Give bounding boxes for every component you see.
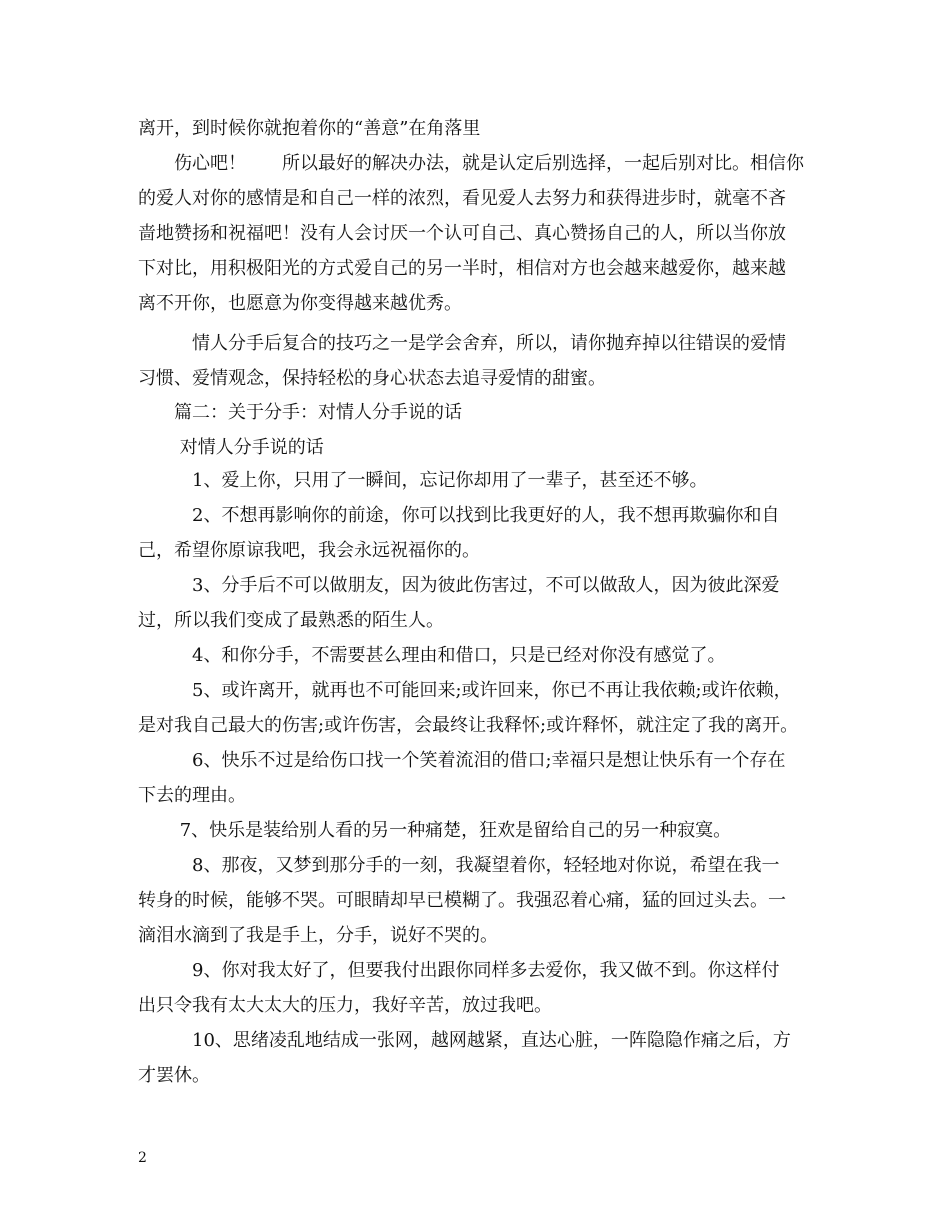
- list-item: 5、或许离开，就再也不可能回来;或许回来，你已不再让我依赖;或许依赖，: [138, 680, 792, 701]
- text-line: 情人分手后复合的技巧之一是学会舍弃，所以，请你抛弃掉以往错误的爱情: [138, 333, 786, 354]
- list-item-continuation: 才罢休。: [138, 1065, 210, 1086]
- list-item: 1、爱上你，只用了一瞬间，忘记你却用了一辈子，甚至还不够。: [138, 470, 708, 491]
- list-item: 2、不想再影响你的前途，你可以找到比我更好的人，我不想再欺骗你和自: [138, 505, 780, 526]
- list-item-continuation: 己，希望你原谅我吧，我会永远祝福你的。: [138, 540, 480, 561]
- list-item-continuation: 是对我自己最大的伤害;或许伤害，会最终让我释怀;或许释怀，就注定了我的离开。: [138, 715, 799, 736]
- list-item: 6、快乐不过是给伤口找一个笑着流泪的借口;幸福只是想让快乐有一个存在: [138, 750, 786, 771]
- list-item-continuation: 滴泪水滴到了我是手上，分手，说好不哭的。: [138, 925, 498, 946]
- list-item-continuation: 转身的时候，能够不哭。可眼睛却早已模糊了。我强忍着心痛，猛的回过头去。一: [138, 890, 786, 911]
- list-item-continuation: 出只令我有太大太大的压力，我好辛苦，放过我吧。: [138, 995, 552, 1016]
- text-line: 的爱人对你的感情是和自己一样的浓烈，看见爱人去努力和获得进步时，就毫不吝: [138, 188, 786, 209]
- section-subheading: 对情人分手说的话: [138, 437, 324, 458]
- list-item-continuation: 过，所以我们变成了最熟悉的陌生人。: [138, 610, 444, 631]
- list-item: 10、思绪凌乱地结成一张网，越网越紧，直达心脏，一阵隐隐作痛之后，方: [138, 1030, 791, 1051]
- list-item-continuation: 下去的理由。: [138, 785, 246, 806]
- list-item: 4、和你分手，不需要甚么理由和借口，只是已经对你没有感觉了。: [138, 645, 726, 666]
- text-line: 习惯、爱情观念，保持轻松的身心状态去追寻爱情的甜蜜。: [138, 368, 606, 389]
- page-number: 2: [138, 1150, 147, 1166]
- list-item: 9、你对我太好了，但要我付出跟你同样多去爱你，我又做不到。你这样付: [138, 960, 780, 981]
- list-item: 7、快乐是装给别人看的另一种痛楚，狂欢是留给自己的另一种寂寞。: [138, 820, 732, 841]
- text-line: 伤心吧！ 所以最好的解决办法，就是认定后别选择，一起后别对比。相信你: [138, 153, 804, 174]
- text-line: 啬地赞扬和祝福吧！没有人会讨厌一个认可自己、真心赞扬自己的人，所以当你放: [138, 223, 786, 244]
- list-item: 3、分手后不可以做朋友，因为彼此伤害过，不可以做敌人，因为彼此深爱: [138, 575, 780, 596]
- list-item: 8、那夜，又梦到那分手的一刻，我凝望着你，轻轻地对你说，希望在我一: [138, 855, 780, 876]
- text-line: 下对比，用积极阳光的方式爱自己的另一半时，相信对方也会越来越爱你，越来越: [138, 258, 786, 279]
- section-heading: 篇二：关于分手：对情人分手说的话: [138, 402, 462, 423]
- text-line: 离开，到时候你就抱着你的“善意”在角落里: [138, 118, 481, 139]
- text-line: 离不开你，也愿意为你变得越来越优秀。: [138, 293, 462, 314]
